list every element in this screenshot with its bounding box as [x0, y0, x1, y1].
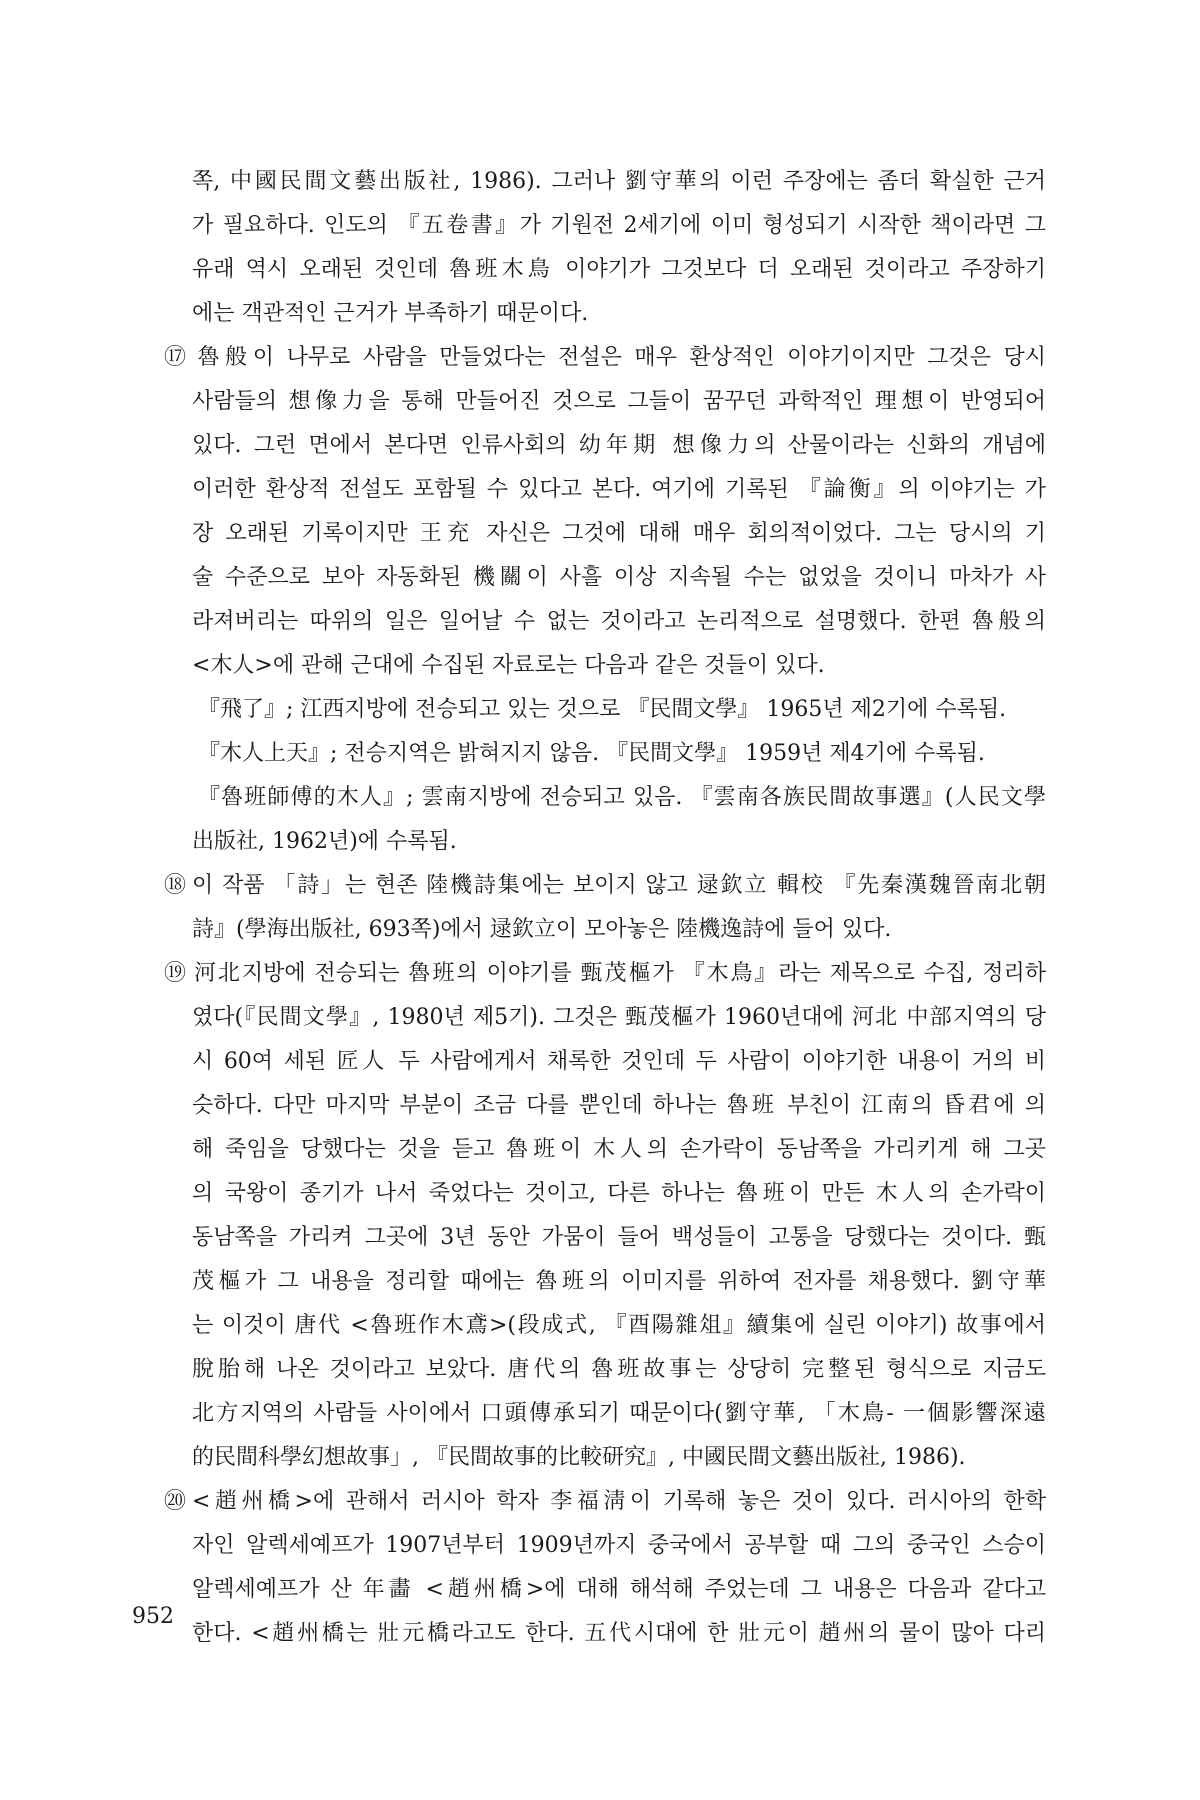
list-item: 『魯班師傅的木人』; 雲南지방에 전승되고 있음. 『雲南各族民間故事選』(人民文學: [198, 785, 1046, 810]
note-18: [164, 864, 1046, 952]
line-text: 河北지방에 전승되는 魯班의 이야기를 甄茂樞가 『木鳥』라는 제목으로 수집, 정리하: [192, 961, 1046, 986]
text-line: <木人>에 관해 근대에 수집된 자료로는 다음과 같은 것들이 있다.: [192, 653, 825, 678]
text-line: [164, 864, 1046, 908]
note-marker: ⑱: [164, 873, 187, 898]
note-marker: ⑳: [164, 1489, 187, 1514]
text-line: 있다. 그런 면에서 본다면 인류사회의 幼年期 想像力의 산물이라는 신화의 개념에: [192, 433, 1046, 458]
page-number: 952: [132, 1604, 174, 1629]
text-line: 해 죽임을 당했다는 것을 듣고 魯班이 木人의 손가락이 동남쪽을 가리키게 해 그곳: [192, 1137, 1046, 1162]
body-text: [164, 160, 1046, 1656]
text-line: [164, 952, 1046, 996]
text-line: 시 60여 세된 匠人 두 사람에게서 채록한 것인데 두 사람이 이야기한 내용이 거의 비: [192, 1049, 1046, 1074]
text-line: 的民間科學幻想故事」, 『民間故事的比較研究』, 中國民間文藝出版社, 1986).: [192, 1445, 966, 1470]
text-line: 詩』(學海出版社, 693쪽)에서 逯欽立이 모아놓은 陸機逸詩에 들어 있다.: [192, 917, 892, 942]
note-17-list: [164, 688, 1046, 864]
list-item: 『飛了』; 江西지방에 전승되고 있는 것으로 『民間文學』 1965년 제2기에 수록됨.: [198, 697, 1007, 722]
note-20: [164, 1480, 1046, 1656]
text-line: 장 오래된 기록이지만 王充 자신은 그것에 대해 매우 회의적이었다. 그는 당시의 기: [192, 521, 1046, 546]
text-line: [164, 1480, 1046, 1524]
text-line: 였다(『民間文學』, 1980년 제5기). 그것은 甄茂樞가 1960년대에 河北 中部지역의 당: [192, 1005, 1046, 1030]
text-line: 알렉세예프가 산 年畵 <趙州橋>에 대해 해석해 주었는데 그 내용은 다음과 같다고: [192, 1577, 1046, 1602]
text-line: 동남쪽을 가리켜 그곳에 3년 동안 가뭄이 들어 백성들이 고통을 당했다는 것이다. 甄: [192, 1225, 1046, 1250]
note-marker: ⑲: [164, 961, 187, 986]
line-text: 魯般이 나무로 사람을 만들었다는 전설은 매우 환상적인 이야기이지만 그것은 당시: [192, 345, 1046, 370]
line-text: <趙州橋>에 관해서 러시아 학자 李福淸이 기록해 놓은 것이 있다. 러시아의 한학: [192, 1489, 1046, 1514]
text-line: 北方지역의 사람들 사이에서 口頭傳承되기 때문이다(劉守華, 「木鳥- 一個影響深遠: [192, 1401, 1046, 1426]
text-line: 쪽, 中國民間文藝出版社, 1986). 그러나 劉守華의 이런 주장에는 좀더 확실한 근거: [192, 169, 1046, 194]
text-line: [164, 336, 1046, 380]
note-19: [164, 952, 1046, 1480]
text-line: 의 국왕이 종기가 나서 죽었다는 것이고, 다른 하나는 魯班이 만든 木人의 손가락이: [192, 1181, 1046, 1206]
text-line: 에는 객관적인 근거가 부족하기 때문이다.: [192, 301, 589, 326]
note-marker: ⑰: [164, 345, 187, 370]
list-item-continuation: 出版社, 1962년)에 수록됨.: [192, 829, 457, 854]
text-line: 한다. <趙州橋는 壯元橋라고도 한다. 五代시대에 한 壯元이 趙州의 물이 많아 다리: [192, 1621, 1046, 1646]
note-17: [164, 336, 1046, 688]
text-line: 脫胎해 나온 것이라고 보았다. 唐代의 魯班故事는 상당히 完整된 형식으로 지금도: [192, 1357, 1046, 1382]
text-line: 茂樞가 그 내용을 정리할 때에는 魯班의 이미지를 위하여 전자를 채용했다. 劉守華: [192, 1269, 1046, 1294]
text-line: 슷하다. 다만 마지막 부분이 조금 다를 뿐인데 하나는 魯班 부친이 江南의 昏君에 의: [192, 1093, 1046, 1118]
text-line: 이러한 환상적 전설도 포함될 수 있다고 본다. 여기에 기록된 『論衡』의 이야기는 가: [192, 477, 1046, 502]
text-line: 술 수준으로 보아 자동화된 機關이 사흘 이상 지속될 수는 없었을 것이니 마차가 사: [192, 565, 1046, 590]
text-line: 자인 알렉세예프가 1907년부터 1909년까지 중국에서 공부할 때 그의 중국인 스승이: [192, 1533, 1046, 1558]
list-item: 『木人上天』; 전승지역은 밝혀지지 않음. 『民間文學』 1959년 제4기에 수록됨.: [198, 741, 985, 766]
continuation-paragraph: [164, 160, 1046, 336]
text-line: 가 필요하다. 인도의 『五卷書』가 기원전 2세기에 이미 형성되기 시작한 책이라면 그: [192, 213, 1046, 238]
text-line: 라져버리는 따위의 일은 일어날 수 없는 것이라고 논리적으로 설명했다. 한편 魯般의: [192, 609, 1046, 634]
line-text: 이 작품 「詩」는 현존 陸機詩集에는 보이지 않고 逯欽立 輯校 『先秦漢魏晉南北朝: [192, 873, 1046, 898]
text-line: 사람들의 想像力을 통해 만들어진 것으로 그들이 꿈꾸던 과학적인 理想이 반영되어: [192, 389, 1046, 414]
text-line: 유래 역시 오래된 것인데 魯班木鳥 이야기가 그것보다 더 오래된 것이라고 주장하기: [192, 257, 1046, 282]
text-line: 는 이것이 唐代 <魯班作木鳶>(段成式, 『酉陽雜俎』續集에 실린 이야기) 故事에서: [192, 1313, 1046, 1338]
